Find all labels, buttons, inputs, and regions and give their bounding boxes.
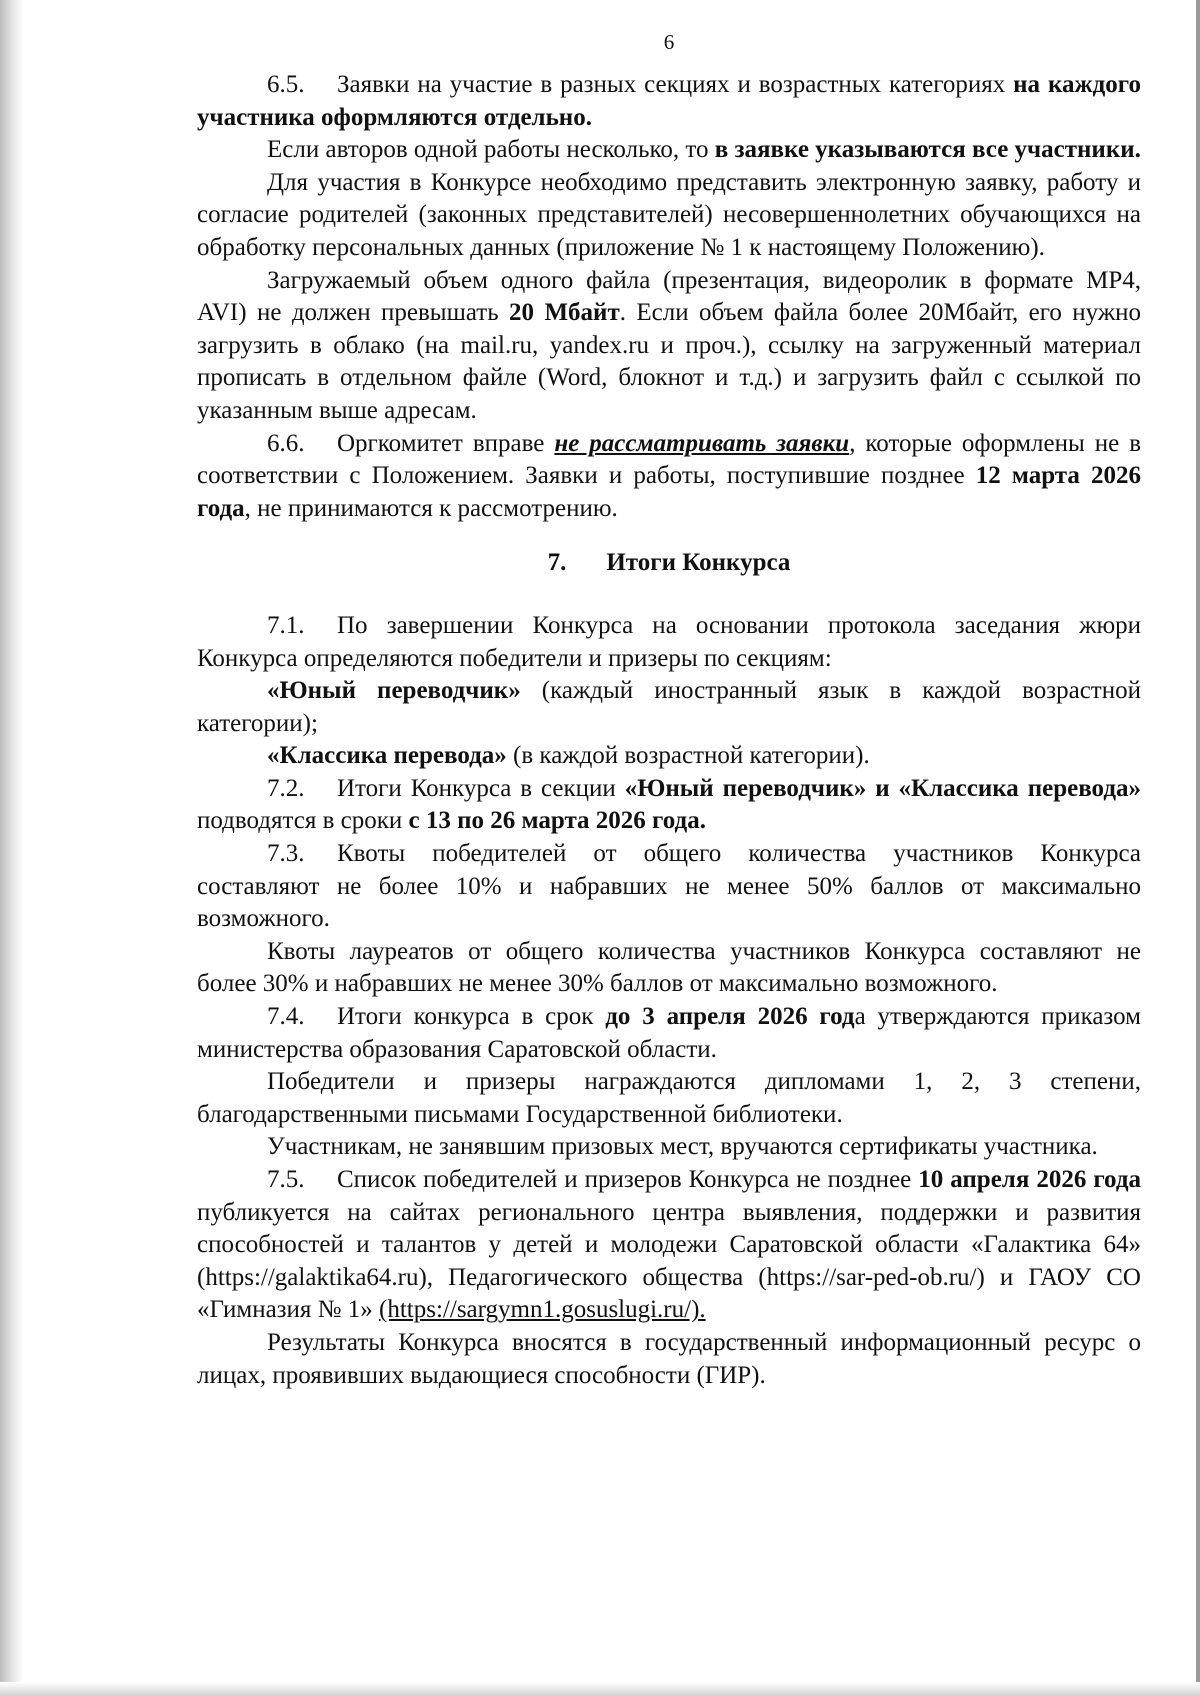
paragraph-7-1: [197, 610, 1141, 675]
text: а утверждаются приказом министерства образования Саратовской области.: [197, 1003, 1142, 1063]
scan-bottom-edge: [0, 1682, 1200, 1696]
clause-number: 6.5.: [267, 71, 305, 98]
text: Итоги конкурса в срок: [337, 1003, 606, 1031]
bold-text: «Классика перевода»: [267, 742, 507, 770]
text: Итоги Конкурса в секции: [337, 774, 625, 802]
paragraph-6-5: [197, 69, 1141, 134]
bold-text: 12 марта 2026 года: [197, 462, 1141, 522]
bold-text: с 13 по 26 марта 2026 года.: [408, 807, 706, 835]
bold-text: «Юный переводчик» и «Классика перевода»: [624, 774, 1141, 802]
text: Если авторов одной работы несколько, то: [267, 136, 715, 164]
underlined-text: не рассматривать заявки: [554, 429, 850, 457]
paragraph-file-size: [197, 265, 1141, 428]
text: (каждый иностранный язык в каждой возрастной категории);: [197, 677, 1141, 737]
text: По завершении Конкурса на основании протокола заседания жюри Конкурса определяются победители и призеры по секциям:: [197, 611, 1141, 672]
gymnasium-link[interactable]: (https://sargymn1.gosuslugi.ru/).: [379, 1296, 706, 1324]
clause-number: 7.3.: [267, 840, 305, 868]
paragraph-gir: Результаты Конкурса вносятся в государственный информационный ресурс о лицах, проявивших выдающиеся способности (ГИР).: [197, 1328, 1141, 1389]
text: (в каждой возрастной категории).: [506, 742, 870, 770]
document-page: [197, 30, 1141, 1392]
paragraph-certificates: Участникам, не занявшим призовых мест, вручаются сертификаты участника.: [267, 1133, 1098, 1161]
bold-text: «Юный переводчик»: [267, 677, 521, 705]
paragraph-authors: [197, 134, 1141, 167]
bold-text: 10 апреля 2026 года: [918, 1166, 1141, 1193]
text: , которые оформлены не в соответствии с Положением. Заявки и работы, поступившие позднее: [197, 429, 1142, 490]
paragraph-7-4: [197, 1001, 1141, 1066]
clause-number: 7.5.: [267, 1166, 305, 1193]
clause-number: 6.6.: [267, 429, 305, 457]
text: . Если объем файла более 20Мбайт, его нужно загрузить в облако (на mail.ru, yandex.ru и проч.), ссылку на загруженный материал прописать в отдельном файле (Word, блокнот и т.д.) и загрузить файл с ссылкой по указанным выше адресам.: [197, 299, 1141, 424]
text: , не принимаются к рассмотрению.: [244, 494, 618, 522]
clause-number: 7.1.: [267, 611, 305, 639]
section-title: Итоги Конкурса: [606, 549, 791, 577]
paragraph-awards: Победители и призеры награждаются дипломами 1, 2, 3 степени, благодарственными письмами Государственной библиотеки.: [197, 1068, 1141, 1128]
paragraph-participation: Для участия в Конкурсе необходимо представить электронную заявку, работу и согласие родителей (законных представителей) несовершеннолетних обучающихся на обработку персональных данных (приложение № 1 к настоящему Положению).: [197, 168, 1141, 261]
text: публикуется на сайтах регионального центра выявления, поддержки и развития способностей и талантов у детей и молодежи Саратовской области «Галактика 64» (https://galaktika64.ru), Педагогического общества (https://sar-ped-ob.ru/) и ГАОУ СО «Гимназия № 1»: [197, 1198, 1141, 1324]
scan-right-edge: [1196, 0, 1200, 1696]
text: подводятся в сроки: [197, 807, 409, 835]
clause-number: 7.4.: [267, 1003, 305, 1031]
section-heading: [197, 547, 1141, 580]
list-item-young-translator: [197, 675, 1141, 740]
section-number: 7.: [547, 549, 567, 577]
text: Загружаемый объем одного файла (презентация, видеоролик в формате MP4, AVI) не должен превышать: [197, 266, 1141, 327]
bold-text: в заявке указываются все участники.: [714, 136, 1141, 164]
paragraph-6-6: [197, 428, 1141, 526]
text: Оргкомитет вправе: [337, 429, 555, 457]
bold-text: на каждого участника оформляются отдельно.: [197, 71, 1141, 131]
text: Список победителей и призеров Конкурса не позднее: [337, 1166, 919, 1193]
page-number: 6: [663, 30, 675, 54]
text: Квоты победителей от общего количества участников Конкурса составляют не более 10% и набравших не менее 50% баллов от максимально возможного.: [197, 840, 1141, 933]
bold-text: до 3 апреля 2026 год: [605, 1003, 855, 1031]
bold-text: 20 Мбайт: [509, 299, 620, 327]
scan-left-edge: [0, 0, 22, 1696]
paragraph-7-3: [197, 838, 1141, 936]
paragraph-7-5: [197, 1164, 1141, 1327]
paragraph-7-2: [197, 773, 1141, 838]
text: Заявки на участие в разных секциях и возрастных категориях: [337, 71, 1014, 98]
list-item-classic-translation: [197, 740, 1141, 773]
clause-number: 7.2.: [267, 774, 305, 802]
paragraph-laureates: Квоты лауреатов от общего количества участников Конкурса составляют не более 30% и набравших не менее 30% баллов от максимально возможного.: [197, 937, 1141, 998]
